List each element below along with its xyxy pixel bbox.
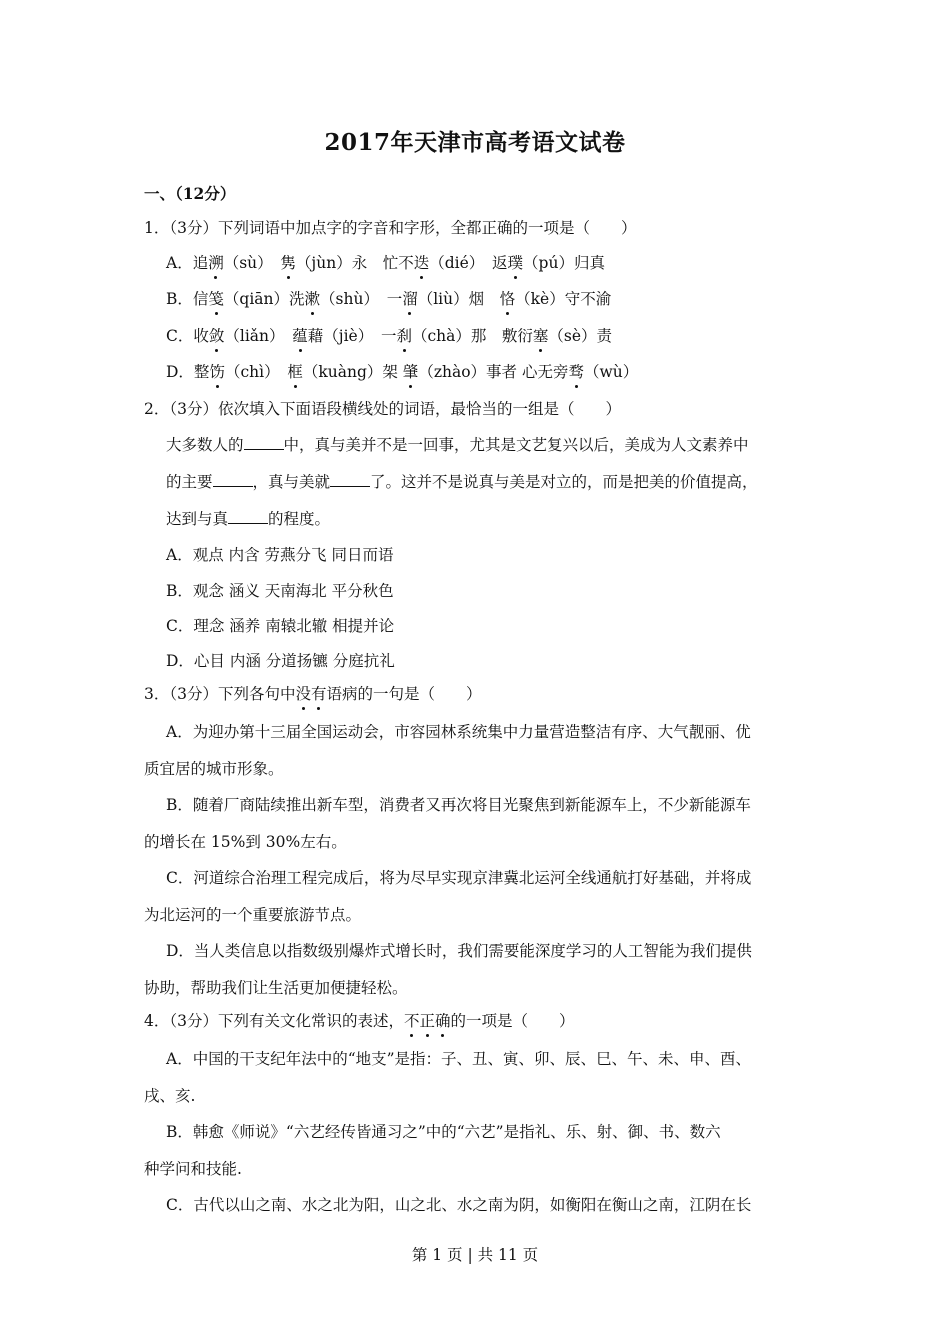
q2-option-c: C．理念 涵养 南辕北辙 相提并论 — [166, 617, 395, 635]
q4-option-c-line1: C．古代以山之南、水之北为阳，山之北、水之南为阴，如衡阳在衡山之南，江阴在长 — [166, 1196, 752, 1214]
q3-option-b-line2: 的增长在 15%到 30%左右。 — [144, 833, 347, 851]
q2-option-b: B．观念 涵义 天南海北 平分秋色 — [166, 582, 394, 600]
fill-blank — [244, 435, 284, 450]
q3-option-a-line1: A．为迎办第十三届全国运动会，市容园林系统集中力量营造整洁有序、大气靓丽、优 — [166, 723, 751, 741]
q1-option-b: B．信笺（qiān）洗漱（shù） 一溜（liù）烟 恪（kè）守不渝 — [166, 290, 612, 308]
q1-option-a: A．追溯（sù） 隽（jùn）永 忙不迭（dié） 返璞（pú）归真 — [166, 254, 605, 272]
q1-stem: 1．（3分）下列词语中加点字的字音和字形，全都正确的一项是（ ） — [144, 219, 637, 237]
fill-blank — [228, 509, 268, 524]
section-heading: 一、（12分） — [144, 184, 236, 203]
q3-stem: 3．（3分）下列各句中没有语病的一句是（ ） — [144, 685, 482, 703]
q2-option-a: A．观点 内含 劳燕分飞 同日而语 — [166, 546, 394, 564]
q2-stem: 2．（3分）依次填入下面语段横线处的词语，最恰当的一组是（ ） — [144, 400, 621, 418]
page-title: 2017年天津市高考语文试卷 — [324, 129, 626, 156]
q3-option-a-line2: 质宜居的城市形象。 — [144, 760, 284, 778]
q2-passage-line1: 大多数人的 中，真与美并不是一回事，尤其是文艺复兴以后，美成为人文素养中 — [166, 436, 749, 454]
q1-option-d: D．整饬（chì） 框（kuàng）架 肇（zhào）事者 心无旁骛（wù） — [166, 363, 639, 381]
q3-option-c-line2: 为北运河的一个重要旅游节点。 — [144, 906, 362, 924]
page-footer: 第 1 页 | 共 11 页 — [411, 1246, 539, 1264]
q1-option-c: C．收敛（liǎn） 蕴藉（jiè） 一刹（chà）那 敷衍塞（sè）责 — [166, 327, 613, 345]
q2-passage-line2: 的主要 ，真与美就 了。这并不是说真与美是对立的，而是把美的价值提高， — [166, 473, 758, 491]
q2-option-d: D．心目 内涵 分道扬镳 分庭抗礼 — [166, 652, 395, 670]
q3-option-d-line2: 协助，帮助我们让生活更加便捷轻松。 — [144, 979, 408, 997]
q4-option-a-line1: A．中国的干支纪年法中的“地支”是指：子、丑、寅、卯、辰、巳、午、未、申、酉、 — [166, 1050, 752, 1068]
q4-stem: 4．（3分）下列有关文化常识的表述，不正确的一项是（ ） — [144, 1012, 575, 1030]
fill-blank — [330, 472, 370, 487]
q4-option-a-line2: 戌、亥. — [144, 1087, 196, 1105]
q4-option-b-line1: B．韩愈《师说》“六艺经传皆通习之”中的“六艺”是指礼、乐、射、御、书、数六 — [166, 1123, 721, 1141]
q4-option-b-line2: 种学问和技能. — [144, 1160, 242, 1178]
q3-option-c-line1: C．河道综合治理工程完成后，将为尽早实现京津冀北运河全线通航打好基础，并将成 — [166, 869, 752, 887]
q3-option-d-line1: D．当人类信息以指数级别爆炸式增长时，我们需要能深度学习的人工智能为我们提供 — [166, 942, 752, 960]
q2-passage-line3: 达到与真 的程度。 — [166, 510, 331, 528]
q3-option-b-line1: B．随着厂商陆续推出新车型，消费者又再次将目光聚焦到新能源车上，不少新能源车 — [166, 796, 751, 814]
fill-blank — [213, 472, 253, 487]
